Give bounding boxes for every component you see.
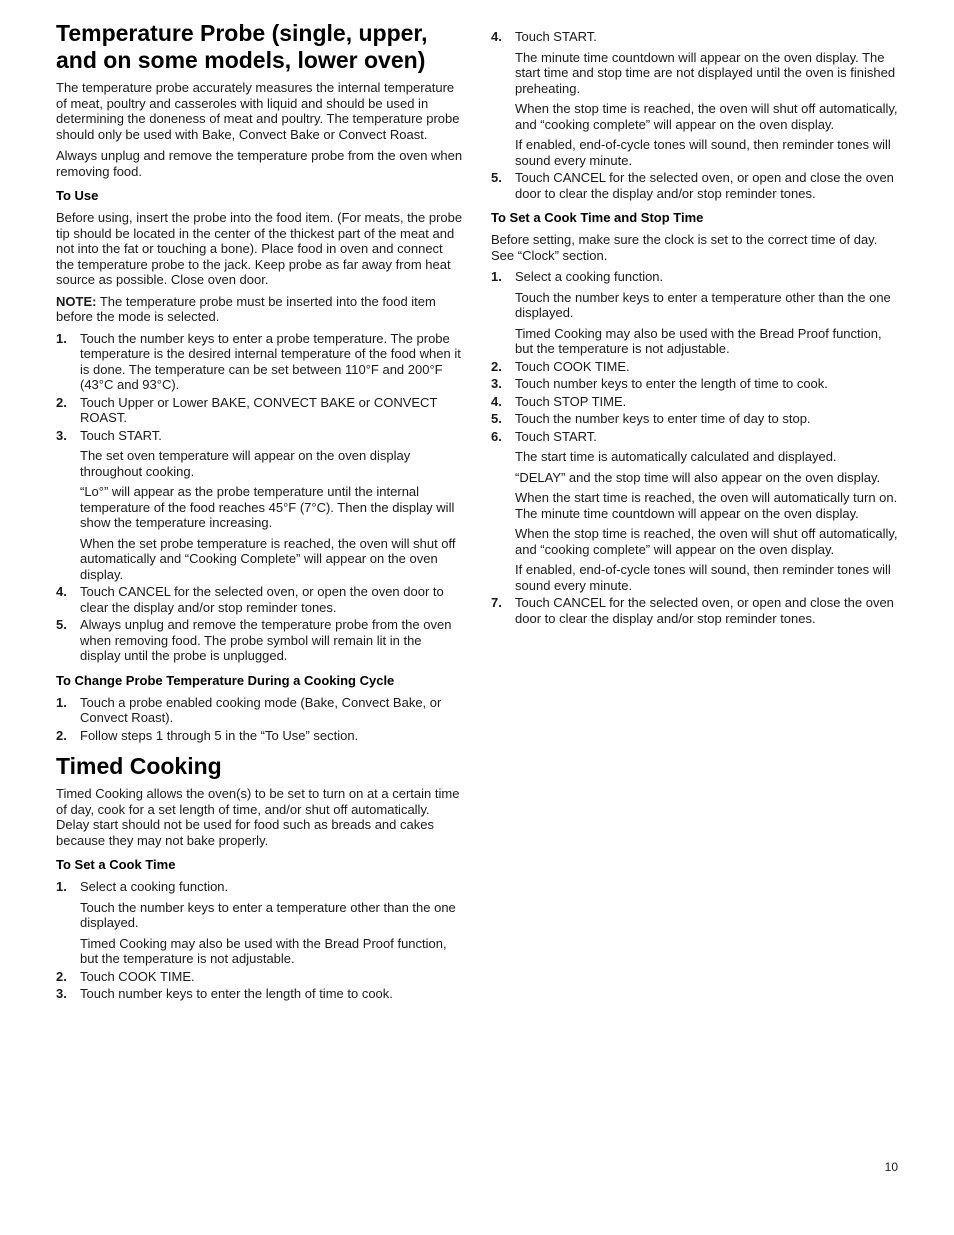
step-item xyxy=(491,376,899,392)
step-detail: If enabled, end-of-cycle tones will sound, then reminder tones will sound every minute. xyxy=(515,562,891,593)
step-text: Select a cooking function. xyxy=(515,269,664,284)
stop-time-intro: Before setting, make sure the clock is set to the correct time of day. See “Clock” section. xyxy=(491,232,878,263)
step-detail: Touch the number keys to enter a temperature other than the one displayed. xyxy=(515,289,891,320)
step-text: Touch the number keys to enter a probe temperature. The probe temperature is the desired internal temperature of the food when it is done. The temperature can be set between 110°F and 200°F (43°C and 93°C). xyxy=(80,330,461,392)
step-item xyxy=(56,695,464,726)
step-detail: Timed Cooking may also be used with the Bread Proof function, but the temperature is not adjustable. xyxy=(80,935,447,966)
timed-cooking-intro: Timed Cooking allows the oven(s) to be set to turn on at a certain time of day, cook for a set length of time, and/or shut off automatically. Delay start should not be used for food such as breads and cakes because they may not bake properly. xyxy=(56,786,460,848)
step-text: Touch number keys to enter the length of time to cook. xyxy=(80,986,393,1001)
step-item xyxy=(491,411,899,427)
step-text: Touch COOK TIME. xyxy=(515,358,630,374)
step-number: 6. xyxy=(491,428,502,444)
step-detail: When the stop time is reached, the oven will shut off automatically, and “cooking complete” will appear on the oven display. xyxy=(515,101,898,132)
step-text: Touch START. xyxy=(515,29,597,44)
step-item xyxy=(56,428,464,583)
step-number: 2. xyxy=(56,968,67,984)
step-number: 1. xyxy=(56,694,67,710)
step-number: 5. xyxy=(491,170,502,185)
step-number: 2. xyxy=(56,394,67,410)
timed-cooking-title: Timed Cooking xyxy=(56,753,222,779)
step-text: Touch a probe enabled cooking mode (Bake, Convect Bake, or Convect Roast). xyxy=(80,694,442,725)
step-text: Touch number keys to enter the length of time to cook. xyxy=(515,376,828,391)
step-text: Always unplug and remove the temperature probe from the oven when removing food. The probe symbol will remain lit in the display until the probe is unplugged. xyxy=(80,617,452,663)
note-text: The temperature probe must be inserted into the food item before the mode is selected. xyxy=(56,293,436,324)
step-text: Touch CANCEL for the selected oven, or open and close the oven door to clear the display and/or stop reminder tones. xyxy=(515,595,894,626)
step-text: Touch Upper or Lower BAKE, CONVECT BAKE or CONVECT ROAST. xyxy=(80,394,438,425)
stop-time-heading: To Set a Cook Time and Stop Time xyxy=(491,210,704,225)
step-item xyxy=(491,269,899,357)
step-item xyxy=(56,395,464,426)
step-item xyxy=(491,359,899,375)
right-column xyxy=(491,29,899,632)
to-use-steps xyxy=(56,331,464,664)
step-item xyxy=(56,617,464,664)
page-number: 10 xyxy=(884,1160,898,1174)
step-text: Touch CANCEL for the selected oven, or open the oven door to clear the display and/or stop reminder tones. xyxy=(80,584,444,615)
step-detail: The set oven temperature will appear on the oven display throughout cooking. xyxy=(80,448,411,479)
step-text: Touch CANCEL for the selected oven, or open and close the oven door to clear the display and/or stop reminder tones. xyxy=(515,170,894,201)
step-number: 4. xyxy=(491,393,502,409)
to-use-heading: To Use xyxy=(56,188,99,203)
step-number: 2. xyxy=(56,727,67,743)
step-item xyxy=(491,394,899,410)
change-probe-steps xyxy=(56,695,464,744)
probe-intro-paragraph: The temperature probe accurately measures the internal temperature of meat, poultry and casseroles with liquid and should be used in determining the doneness of meat and poultry. The temperature probe should only be used with Bake, Convect Bake or Convect Roast. xyxy=(56,80,460,142)
step-item xyxy=(56,584,464,615)
step-detail: When the start time is reached, the oven will automatically turn on. The minute time countdown will appear on the oven display. xyxy=(515,490,898,521)
step-item xyxy=(491,595,899,626)
step-item xyxy=(56,879,464,967)
cook-time-steps-continued xyxy=(491,29,899,201)
step-number: 7. xyxy=(491,595,502,610)
step-item xyxy=(56,331,464,393)
step-detail: If enabled, end-of-cycle tones will sound, then reminder tones will sound every minute. xyxy=(515,137,891,168)
step-number: 3. xyxy=(491,376,502,391)
probe-unplug-paragraph: Always unplug and remove the temperature probe from the oven when removing food. xyxy=(56,148,463,179)
step-detail: Timed Cooking may also be used with the Bread Proof function, but the temperature is not adjustable. xyxy=(515,325,882,356)
step-number: 5. xyxy=(491,411,502,426)
step-text: Select a cooking function. xyxy=(80,879,229,894)
step-text: Touch COOK TIME. xyxy=(80,968,195,984)
left-column xyxy=(56,20,464,1008)
step-text: Touch STOP TIME. xyxy=(515,393,627,409)
step-detail: “Lo°” will appear as the probe temperature until the internal temperature of the food reaches 45°F (7°C). Then the display will show the temperature increasing. xyxy=(80,484,455,530)
step-item xyxy=(56,986,464,1002)
step-detail: The start time is automatically calculated and displayed. xyxy=(515,449,837,464)
note-paragraph xyxy=(56,294,464,325)
step-number: 3. xyxy=(56,986,67,1001)
step-number: 5. xyxy=(56,617,67,632)
to-use-paragraph: Before using, insert the probe into the food item. (For meats, the probe tip should be located in the center of the thickest part of the meat and not into the fat or touching a bone). Place food in oven and connect the temperature probe to the jack. Keep probe as far away from heat source as possible. Close oven door. xyxy=(56,210,463,287)
step-detail: “DELAY” and the stop time will also appear on the oven display. xyxy=(515,469,881,485)
step-text: Touch the number keys to enter time of day to stop. xyxy=(515,411,811,426)
step-item xyxy=(491,29,899,168)
step-number: 4. xyxy=(56,584,67,599)
step-detail: Touch the number keys to enter a temperature other than the one displayed. xyxy=(80,899,456,930)
probe-section-title: Temperature Probe (single, upper, and on some models, lower oven) xyxy=(56,20,428,73)
step-item xyxy=(56,728,464,744)
step-number: 1. xyxy=(56,879,67,894)
cook-time-heading: To Set a Cook Time xyxy=(56,857,176,872)
step-detail: When the stop time is reached, the oven will shut off automatically, and “cooking complete” will appear on the oven display. xyxy=(515,526,898,557)
step-text: Touch START. xyxy=(515,428,597,444)
step-text: Touch START. xyxy=(80,427,162,443)
step-number: 3. xyxy=(56,427,67,443)
note-label: NOTE: xyxy=(56,293,97,309)
step-item xyxy=(491,429,899,594)
step-item xyxy=(491,170,899,201)
step-number: 2. xyxy=(491,358,502,374)
change-probe-heading: To Change Probe Temperature During a Cooking Cycle xyxy=(56,672,395,688)
step-number: 1. xyxy=(491,269,502,284)
step-detail: When the set probe temperature is reached, the oven will shut off automatically and “Cooking Complete” will appear on the oven display. xyxy=(80,535,456,582)
step-detail: The minute time countdown will appear on the oven display. The start time and stop time are not displayed until the oven is finished preheating. xyxy=(515,49,896,96)
step-number: 4. xyxy=(491,29,502,44)
stop-time-steps xyxy=(491,269,899,626)
step-text: Follow steps 1 through 5 in the “To Use” section. xyxy=(80,727,359,743)
cook-time-steps xyxy=(56,879,464,1002)
step-number: 1. xyxy=(56,330,67,346)
step-item xyxy=(56,969,464,985)
